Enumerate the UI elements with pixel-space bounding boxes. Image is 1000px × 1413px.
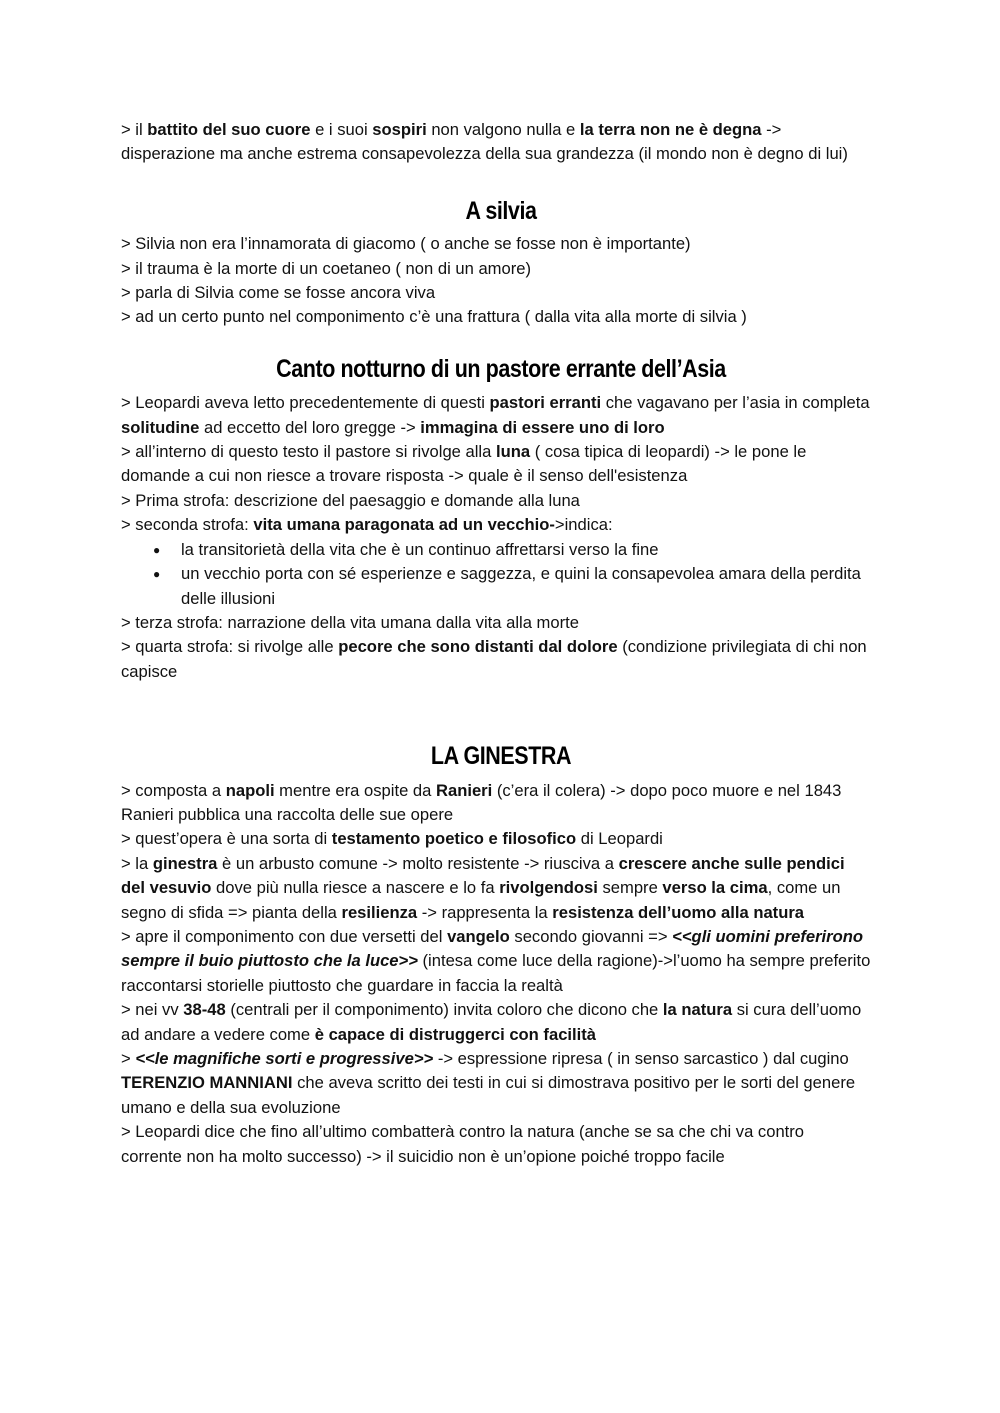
bold-text: solitudine — [121, 417, 200, 437]
bold-text: pecore che sono distanti dal dolore — [338, 637, 618, 657]
text-run: di Leopardi — [576, 829, 663, 849]
text-run: (centrali per il componimento) invita coloro che dicono che — [225, 1000, 663, 1020]
canto-paragraph — [121, 635, 871, 684]
text-run: > seconda strofa: — [121, 515, 254, 535]
bold-text: resilienza — [341, 902, 418, 922]
text-run: ( cosa tipica di leopardi) -> le pone le domande a cui non riesce a trovare risposta -> quale è il senso dell'esistenza — [121, 442, 807, 486]
ginestra-paragraph — [121, 998, 866, 1047]
bullet-icon: ● — [153, 542, 161, 557]
text-run: > all’interno di questo testo il pastore si rivolge alla — [121, 442, 496, 462]
text-run: dove più nulla riesce a nascere e lo fa — [211, 878, 500, 898]
text-run: > Leopardi aveva letto precedentemente di questi — [121, 393, 490, 413]
bold-text: battito del suo cuore — [147, 120, 311, 139]
text-run: si cura dell’uomo ad andare a vedere come — [121, 1000, 862, 1044]
text-run: -> espressione ripresa ( in senso sarcastico ) dal cugino — [433, 1049, 849, 1068]
bold-text: è capace di distruggerci con facilità — [314, 1024, 597, 1044]
canto-paragraph — [121, 513, 881, 537]
bold-text: verso la cima — [662, 878, 768, 898]
bold-text: pastori erranti — [489, 393, 602, 413]
bold-text: Ranieri — [435, 780, 493, 800]
text-run: -> rappresenta la — [417, 902, 553, 922]
bold-text: ginestra — [152, 853, 218, 873]
bold-text: vita umana paragonata ad un vecchio- — [253, 515, 555, 535]
text-run: , come un segno di sfida => pianta della — [121, 878, 841, 922]
ginestra-paragraph — [121, 925, 876, 998]
text-run: sempre — [597, 878, 663, 898]
list-item — [121, 538, 881, 562]
text-run: > quest’opera è una sorta di — [121, 829, 332, 849]
canto-paragraph — [121, 440, 866, 489]
silvia-line: > Silvia non era l’innamorata di giacomo ( o anche se fosse non è importante) — [121, 234, 691, 254]
bold-text: la terra non ne è degna — [579, 120, 762, 139]
text-run: > il — [121, 120, 148, 139]
bullet-list — [121, 538, 881, 611]
bold-text: la natura — [662, 1000, 733, 1020]
text-run: che vagavano per l’asia in completa — [601, 393, 870, 413]
heading-la-ginestra: LA GINESTRA — [430, 742, 572, 771]
heading-a-silvia: A silvia — [465, 196, 537, 225]
text-run: (c’era il colera) -> dopo poco muore e nel 1843 Ranieri pubblica una raccolta delle sue opere — [121, 780, 842, 824]
bold-text: testamento poetico e filosofico — [331, 829, 577, 849]
ginestra-paragraph — [121, 852, 866, 925]
text-run: >indica: — [554, 515, 613, 535]
heading-canto-notturno: Canto notturno di un pastore errante dell’Asia — [276, 354, 726, 383]
bold-text: crescere anche sulle pendici del vesuvio — [121, 853, 845, 898]
bold-text: resistenza dell’uomo alla natura — [552, 902, 805, 922]
canto-paragraph: > Prima strofa: descrizione del paesaggio e domande alla luna — [121, 490, 580, 510]
bullet-text: un vecchio porta con sé esperienze e saggezza, e quini la consapevolea amara della perdita delle illusioni — [181, 564, 861, 608]
canto-paragraph: > terza strofa: narrazione della vita umana dalla vita alla morte — [121, 612, 579, 632]
list-item — [121, 562, 881, 611]
ginestra-paragraph — [121, 827, 881, 851]
bold-text: TERENZIO MANNIANI — [121, 1073, 293, 1093]
bold-text: luna — [495, 442, 531, 462]
bullet-text: la transitorietà della vita che è un continuo affrettarsi verso la fine — [181, 539, 659, 559]
text-run: e i suoi — [310, 120, 373, 139]
silvia-line: > il trauma è la morte di un coetaneo ( non di un amore) — [121, 258, 531, 278]
text-run: mentre era ospite da — [274, 780, 436, 800]
bold-text: 38-48 — [183, 1000, 226, 1020]
canto-paragraph — [121, 391, 876, 440]
document-page — [121, 118, 881, 1169]
text-run: -> disperazione ma anche estrema consapevolezza della sua grandezza (il mondo non è degno di lui) — [121, 120, 848, 164]
text-run: che aveva scritto dei testi in cui si dimostrava positivo per le sorti del genere umano e della sua evoluzione — [121, 1073, 856, 1117]
bold-text: sospiri — [372, 120, 427, 139]
bold-text: immagina di essere uno di loro — [420, 417, 665, 437]
bold-italic-quote: <<le magnifiche sorti e progressive>> — [135, 1049, 434, 1068]
ginestra-paragraph: > Leopardi dice che fino all’ultimo combatterà contro la natura (anche se sa che chi va contro corrente non ha molto successo) -> il suicidio non è un’opione poiché troppo facile — [121, 1122, 805, 1166]
intro-paragraph — [121, 118, 861, 167]
text-run: > composta a — [121, 780, 226, 800]
text-run: > la — [121, 853, 153, 873]
text-run: è un arbusto comune -> molto resistente -> riusciva a — [217, 853, 619, 873]
text-run: > — [121, 1049, 136, 1068]
bullet-icon: ● — [153, 567, 161, 582]
bold-text: vangelo — [447, 926, 510, 946]
text-run: non valgono nulla e — [426, 120, 580, 139]
text-run: (condizione privilegiata di chi non capisce — [121, 637, 867, 681]
text-run: > apre il componimento con due versetti del — [121, 926, 448, 946]
bold-text: napoli — [225, 780, 275, 800]
bold-text: rivolgendosi — [499, 878, 598, 898]
text-run: ad eccetto del loro gregge -> — [199, 417, 421, 437]
text-run: secondo giovanni => — [509, 926, 673, 946]
silvia-line: > ad un certo punto nel componimento c’è una frattura ( dalla vita alla morte di silvia ) — [121, 307, 747, 327]
ginestra-paragraph — [121, 1047, 873, 1120]
text-run: > nei vv — [121, 1000, 184, 1020]
bold-italic-quote: <<gli uomini preferirono sempre il buio piuttosto che la luce>> — [121, 926, 864, 971]
ginestra-paragraph — [121, 779, 881, 828]
text-run: > quarta strofa: si rivolge alle — [121, 637, 339, 657]
text-run: (intesa come luce della ragione)->l’uomo ha sempre preferito raccontarsi storielle piuttosto che guardare in faccia la realtà — [121, 951, 871, 995]
silvia-line: > parla di Silvia come se fosse ancora viva — [121, 283, 436, 303]
